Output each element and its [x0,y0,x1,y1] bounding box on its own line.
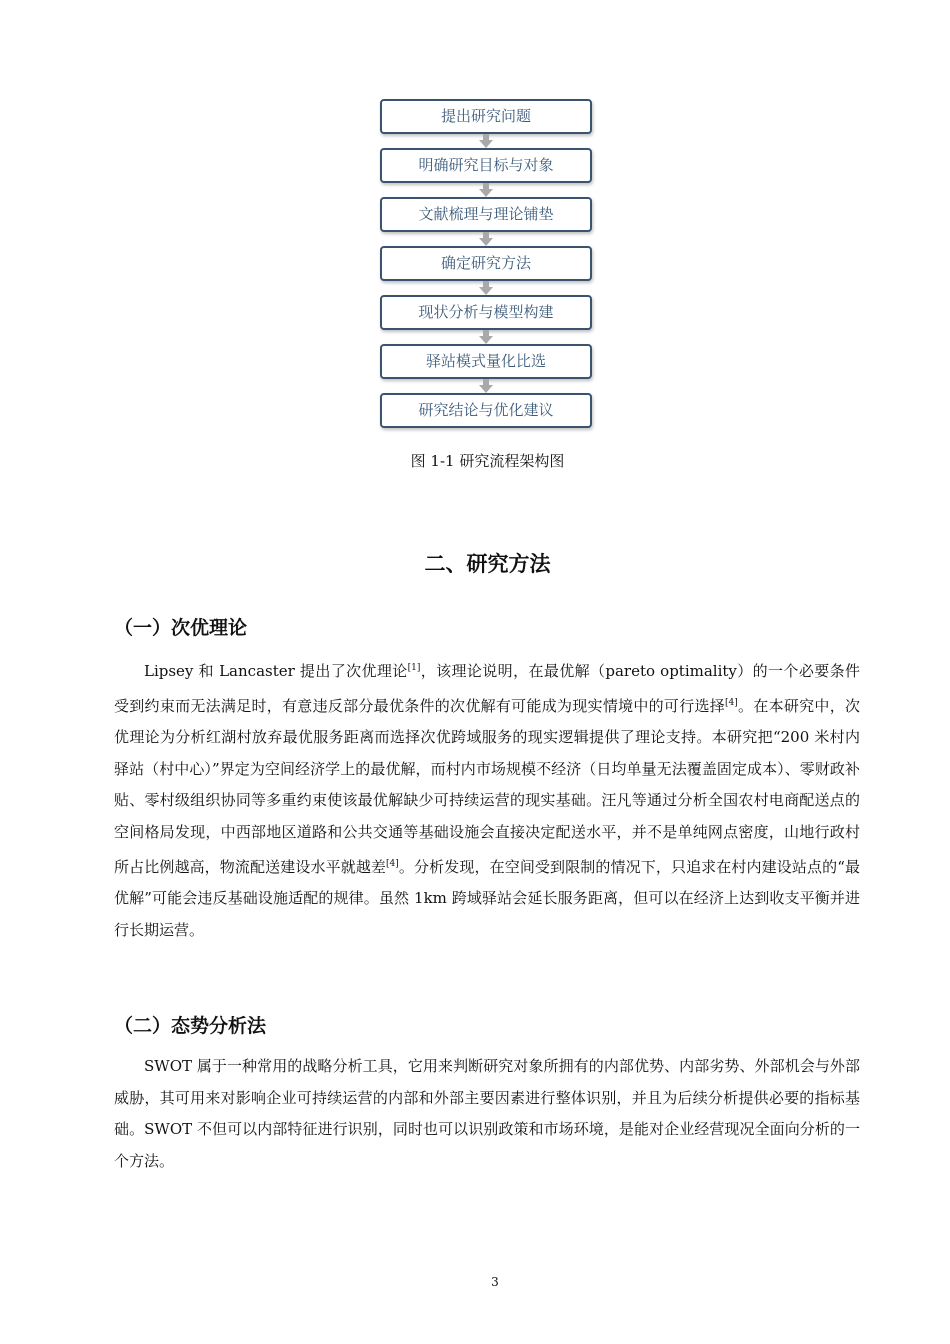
paragraph-second-best-theory [114,653,860,946]
flow-step-3: 文献梳理与理论铺垫 [380,197,592,232]
paragraph-swot: SWOT 属于一种常用的战略分析工具，它用来判断研究对象所拥有的内部优势、内部劣势、外部机会与外部威胁，其可用来对影响企业可持续运营的内部和外部主要因素进行整体识别，并且为后续分析提供必要的指标基础。SWOT 不但可以内部特征进行识别，同时也可以识别政策和市场环境，是能对企业经营现况全面向分析的一个方法。 [114,1057,860,1170]
para-text-end: 。分析发现，在空间受到限制的情况下，只追求在村内建设站点的“最优解”可能会违反基础设施适配的规律。虽然 1km 跨域驿站会延长服务距离，但可以在经济上达到收支平衡并进行长期运营。 [114,857,860,939]
flow-arrow-2 [380,183,592,197]
subsection-title-2: （二）态势分析法 [114,1015,267,1037]
flow-arrow-1 [380,134,592,148]
subsection-title-1: （一）次优理论 [114,617,248,639]
flow-arrow-3 [380,232,592,246]
para-text-mid: ，该理论说明，在最优解（pareto optimality）的一个必要条件受到约束而无法满足时，有意违反部分最优条件的次优解有可能成为现实情境中的可行选择 [114,662,860,715]
research-flowchart [380,99,592,428]
flow-step-7: 研究结论与优化建议 [380,393,592,428]
citation-ref: [4] [386,858,399,869]
flow-arrow-4 [380,281,592,295]
citation-ref: [4] [725,697,738,708]
flow-step-2: 明确研究目标与对象 [380,148,592,183]
flow-arrow-6 [380,379,592,393]
figure-caption: 图 1-1 研究流程架构图 [410,452,565,470]
citation-ref: [1] [407,663,421,673]
page-number: 3 [491,1275,499,1289]
para-text-mid2: 。在本研究中，次优理论为分析红湖村放弃最优服务距离而选择次优跨域服务的现实逻辑提供了理论支持。本研究把“200 米村内驿站（村中心）”界定为空间经济学上的最优解，而村内市场规模不经济（日均单量无法覆盖固定成本）、零财政补贴、零村级组织协同等多重约束使该最优解缺少可持续运营的现实基础。汪凡等通过分析全国农村电商配送点的空间格局发现，中西部地区道路和公共交通等基础设施会直接决定配送水平，并不是单纯网点密度，山地行政村所占比例越高，物流配送建设水平就越差 [114,696,860,876]
flow-step-6: 驿站模式量化比选 [380,344,592,379]
flow-arrow-5 [380,330,592,344]
flow-step-4: 确定研究方法 [380,246,592,281]
para-text-start: Lipsey 和 Lancaster 提出了次优理论 [144,662,408,680]
flow-step-1: 提出研究问题 [380,99,592,134]
section-title: 二、研究方法 [424,552,551,576]
flow-step-5: 现状分析与模型构建 [380,295,592,330]
